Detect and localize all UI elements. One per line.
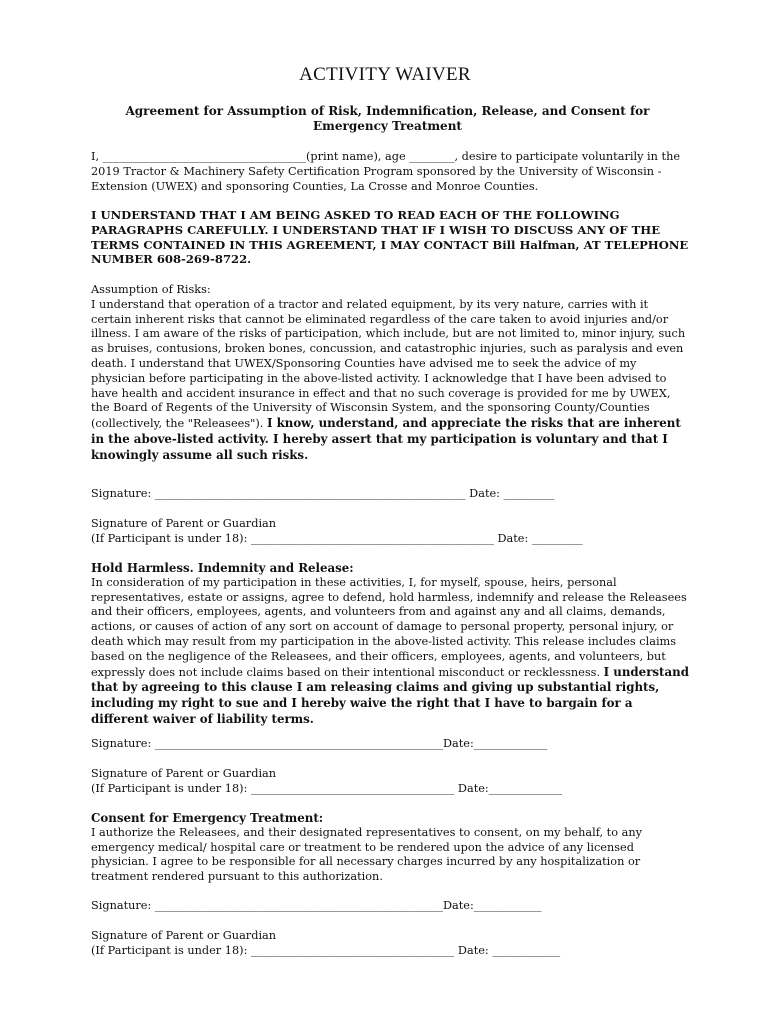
emergency-consent-body: I authorize the Releasees, and their designated representatives to consent, on my behalf, to any emergency medical/ hospital care or treatment to be rendered upon the advice of any licensed physician. I agree to be responsible for all necessary charges incurred by any hospitalization or treatment rendered pursuant to this authorization. [91,825,642,884]
signature-line-3[interactable]: Signature: ___________________________________________________Date:____________ [91,899,542,912]
assumption-heading: Assumption of Risks: [91,283,211,296]
hold-harmless-body: In consideration of my participation in these activities, I, for myself, spouse, heirs, personal representatives, estate or assigns, agree to defend, hold harmless, indemnify and release the Releasees and their officers, employees, agents, and volunteers from and against any and all claims, demands, actions, or causes of action of any sort on account of damage to personal property, personal injury, or death which may result from my participation in the above-listed activity. This release includes claims based on the negligence of the Releasees, and their officers, employees, agents, and volunteers, but expressly does not include claims based on their intentional misconduct or recklessness. [91,575,687,679]
guardian-label-3: Signature of Parent or Guardian [91,929,277,942]
intro-paragraph: I, ____________________________________(print name), age ________, desire to participate voluntarily in the 2019 Tractor & Machinery Safety Certification Program sponsored by the University of Wisconsin - Extension (UWEX) and sponsoring Counties, La Crosse and Monroe Counties. [91,150,681,193]
hold-harmless-heading: Hold Harmless. Indemnity and Release: [91,561,354,575]
guardian-label-1: Signature of Parent or Guardian [91,517,277,530]
signature-line-1[interactable]: Signature: _______________________________________________________ Date: _________ [91,487,555,500]
guardian-signature-line-3[interactable]: (If Participant is under 18): ____________________________________ Date: ____________ [91,944,561,957]
document-title: ACTIVITY WAIVER [299,64,471,85]
guardian-signature-line-2[interactable]: (If Participant is under 18): ____________________________________ Date:_____________ [91,782,563,795]
hold-harmless-bold-statement: I understand that by agreeing to this clause I am releasing claims and giving up substantial rights, including my right to sue and I hereby waive the right that I have to bargain for a different waiver of liability terms. [91,664,689,726]
assumption-bold-statement: I know, understand, and appreciate the risks that are inherent in the above-listed activity. I hereby assert that my participation is voluntary and that I knowingly assume all such risks. [91,416,681,462]
guardian-signature-line-1[interactable]: (If Participant is under 18): ___________________________________________ Date: _________ [91,532,583,545]
assumption-of-risks-section [91,283,691,464]
emergency-consent-heading: Consent for Emergency Treatment: [91,811,324,825]
guardian-label-2: Signature of Parent or Guardian [91,767,277,780]
assumption-body: I understand that operation of a tractor and related equipment, by its very nature, carries with it certain inherent risks that cannot be eliminated regardless of the care taken to avoid injuries and/or illness. I am aware of the risks of participation, which include, but are not limited to, minor injury, such as bruises, contusions, broken bones, concussion, and catastrophic injuries, such as paralysis and even death. I understand that UWEX/Sponsoring Counties have advised me to seek the advice of my physician before participating in the above-listed activity. I acknowledge that I have been advised to have health and accident insurance in effect and that no such coverage is provided for me by UWEX, the Board of Regents of the University of Wisconsin System, and the sponsoring County/Counties (collectively, the "Releasees"). [91,297,686,431]
notice-paragraph: I UNDERSTAND THAT I AM BEING ASKED TO READ EACH OF THE FOLLOWING PARAGRAPHS CAREFULLY. I UNDERSTAND THAT IF I WISH TO DISCUSS ANY OF THE TERMS CONTAINED IN THIS AGREEMENT, I MAY CONTACT Bill Halfman, AT TELEPHONE NUMBER 608-269-8722. [91,208,689,267]
emergency-consent-section [91,811,691,885]
signature-line-2[interactable]: Signature: ___________________________________________________Date:_____________ [91,737,548,750]
hold-harmless-section [91,561,691,728]
document-subtitle: Agreement for Assumption of Risk, Indemnification, Release, and Consent for Emergency Treatment [125,104,650,133]
